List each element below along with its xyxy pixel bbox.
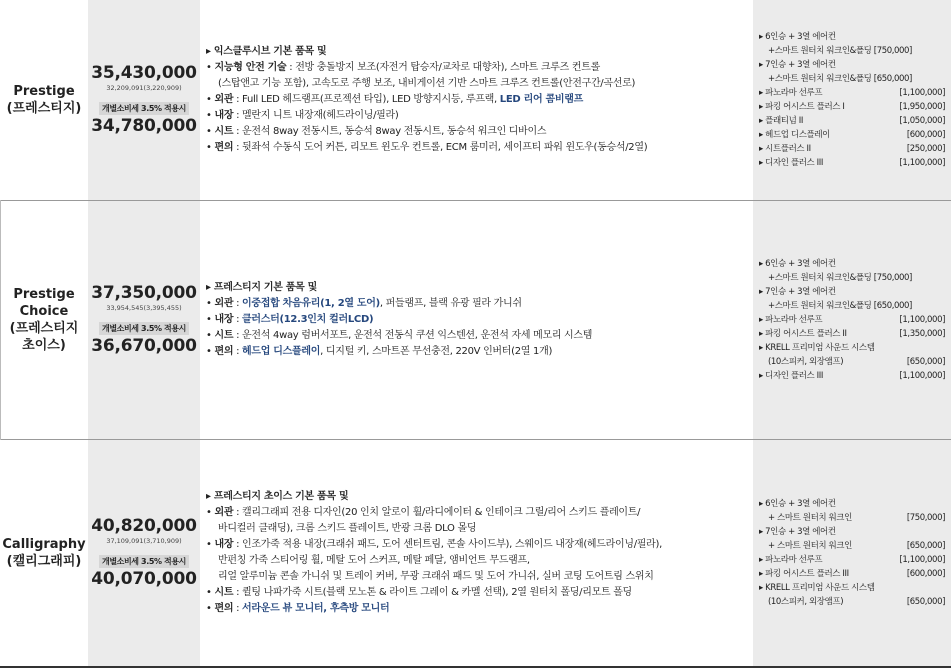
spec-cell — [200, 201, 753, 439]
spec-cell — [200, 440, 753, 666]
option-item — [759, 525, 951, 539]
option-item — [759, 44, 951, 58]
spec-text: 바디컬러 클래딩), 크롬 스키드 플레이트, 반광 크롬 DLO 몰딩 — [218, 523, 477, 534]
option-label: +스마트 원터치 워크인&폴딩 [650,000] — [768, 301, 912, 311]
option-item — [759, 156, 951, 170]
option-price: [600,000] — [906, 569, 945, 579]
spec-item — [206, 92, 753, 108]
option-item — [759, 539, 951, 553]
spec-item — [206, 296, 753, 312]
spec-text: 편의 — [214, 346, 234, 357]
base-price: 40,820,000 — [91, 516, 197, 536]
trim-name-line: (프레스티지) — [6, 101, 82, 116]
spec-text: • — [206, 330, 215, 341]
option-label: +스마트 원터치 워크인&폴딩 [650,000] — [768, 74, 912, 84]
option-item — [759, 581, 951, 595]
option-item — [759, 142, 951, 156]
option-item — [759, 595, 951, 609]
option-item — [759, 285, 951, 299]
options-cell — [753, 201, 951, 439]
option-price: [1,100,000] — [899, 88, 945, 98]
spec-text: • — [206, 314, 215, 325]
option-price: [250,000] — [906, 144, 945, 154]
option-price: [650,000] — [906, 357, 945, 367]
spec-text: 지능형 안전 기술 — [214, 62, 287, 73]
spec-item — [206, 569, 753, 585]
price-cell — [88, 201, 200, 439]
option-label: ▸ 시트플러스 II — [759, 144, 811, 154]
trim-row-prestige-choice — [0, 201, 951, 439]
highlight-text: 서라운드 뷰 모니터, 후측방 모니터 — [242, 603, 390, 614]
trim-name-cell — [0, 0, 88, 200]
option-label: (10스피커, 외장앰프) — [768, 357, 844, 367]
option-label: ▸ 파킹 어시스트 플러스 II — [759, 329, 847, 339]
spec-heading — [206, 44, 753, 60]
price-cell — [88, 440, 200, 666]
spec-text: • — [206, 94, 215, 105]
price-breakdown: 33,954,545(3,395,455) — [106, 304, 182, 312]
spec-text: 외관 — [214, 94, 234, 105]
spec-text: 내장 — [214, 539, 234, 550]
spec-text: ▸ 프레스티지 초이스 기본 품목 및 — [206, 491, 349, 502]
spec-text: : 멜란지 니트 내장재(헤드라이닝/필라) — [233, 110, 399, 121]
option-item — [759, 257, 951, 271]
option-label: +스마트 원터치 워크인&폴딩 [750,000] — [768, 273, 912, 283]
option-label: ▸ 7인승 + 3열 에어컨 — [759, 60, 836, 70]
spec-text: • — [206, 587, 215, 598]
spec-item — [206, 344, 753, 360]
spec-text: • — [206, 346, 215, 357]
option-label: ▸ 7인승 + 3열 에어컨 — [759, 527, 836, 537]
option-item — [759, 355, 951, 369]
spec-item — [206, 76, 753, 92]
spec-text: : 뒷좌석 수동식 도어 커튼, 리모트 윈도우 컨트롤, ECM 룸미러, 세이프티 파워 윈도우(동승석/2열) — [233, 142, 648, 153]
tax-label: 개별소비세 3.5% 적용시 — [99, 102, 189, 115]
option-label: ▸ 파킹 어시스트 플러스 I — [759, 102, 845, 112]
spec-text: : — [233, 603, 243, 614]
spec-text: • — [206, 110, 215, 121]
spec-text: 시트 — [214, 330, 234, 341]
option-item — [759, 271, 951, 285]
option-price: [650,000] — [906, 597, 945, 607]
trim-name-line: Prestige — [13, 287, 75, 302]
option-label: ▸ 디자인 플러스 III — [759, 371, 823, 381]
trim-name — [7, 83, 82, 117]
spec-text: 외관 — [214, 507, 234, 518]
trim-name-line: Prestige — [13, 84, 75, 99]
option-price: [1,100,000] — [899, 315, 945, 325]
trim-name — [10, 286, 79, 354]
spec-text: : 운전석 8way 전동시트, 동승석 8way 전동시트, 동승석 워크인 디바이스 — [233, 126, 547, 137]
table-left-border — [0, 200, 1, 440]
trim-row-calligraphy — [0, 440, 951, 666]
spec-item — [206, 585, 753, 601]
spec-text: 시트 — [214, 126, 234, 137]
spec-text: ▸ 프레스티지 기본 품목 및 — [206, 282, 318, 293]
spec-text: , 퍼들램프, 블랙 유광 필라 가니쉬 — [379, 298, 522, 309]
spec-text: • — [206, 507, 215, 518]
option-label: ▸ 6인승 + 3열 에어컨 — [759, 32, 836, 42]
spec-item — [206, 521, 753, 537]
trim-name-line: Choice — [19, 304, 69, 319]
highlight-text: LED 리어 콤비램프 — [499, 94, 583, 105]
spec-text: • — [206, 539, 215, 550]
option-item — [759, 114, 951, 128]
trim-name — [2, 536, 85, 570]
spec-text: : 퀼팅 나파가죽 시트(블랙 모노톤 & 라이트 그레이 & 카멜 선택), 2열 원터치 폴딩/리모트 폴딩 — [233, 587, 632, 598]
spec-text: 시트 — [214, 587, 234, 598]
option-label: ▸ 디자인 플러스 III — [759, 158, 823, 168]
spec-text: : Full LED 헤드램프(프로젝션 타입), LED 방향지시등, 루프랙, — [233, 94, 500, 105]
spec-item — [206, 124, 753, 140]
option-item — [759, 553, 951, 567]
highlight-text: 헤드업 디스플레이 — [242, 346, 321, 357]
spec-text: : 인조가죽 적용 내장(크래쉬 패드, 도어 센터트림, 콘솔 사이드부), 스웨이드 내장재(헤드라이닝/필라), — [233, 539, 662, 550]
option-item — [759, 72, 951, 86]
spec-text: ▸ 익스클루시브 기본 품목 및 — [206, 46, 327, 57]
option-item — [759, 497, 951, 511]
option-label: ▸ 7인승 + 3열 에어컨 — [759, 287, 836, 297]
spec-text: , 디지털 키, 스마트폰 무선충전, 220V 인버터(2열 1개) — [320, 346, 553, 357]
spec-item — [206, 108, 753, 124]
base-price: 35,430,000 — [91, 63, 197, 83]
discounted-price: 36,670,000 — [91, 336, 197, 356]
price-breakdown: 37,109,091(3,710,909) — [106, 537, 182, 545]
spec-item — [206, 537, 753, 553]
spec-text: 편의 — [214, 142, 234, 153]
spec-text: (스탑앤고 기능 포함), 고속도로 주행 보조, 내비게이션 기반 스마트 크루즈 컨트롤(안전구간/곡선로) — [218, 78, 636, 89]
tax-label: 개별소비세 3.5% 적용시 — [99, 322, 189, 335]
spec-text: 편의 — [214, 603, 234, 614]
price-cell — [88, 0, 200, 200]
option-item — [759, 341, 951, 355]
option-price: [1,100,000] — [899, 555, 945, 565]
option-label: ▸ 6인승 + 3열 에어컨 — [759, 499, 836, 509]
spec-item — [206, 328, 753, 344]
discounted-price: 40,070,000 — [91, 569, 197, 589]
spec-text: : — [233, 314, 243, 325]
option-price: [1,950,000] — [899, 102, 945, 112]
spec-text: 리얼 알루미늄 콘솔 가니쉬 및 트레이 커버, 무광 크래쉬 패드 및 도어 가니쉬, 실버 코팅 도어트림 스위치 — [218, 571, 654, 582]
option-label: ▸ 파노라마 선루프 — [759, 315, 823, 325]
trim-name-line: (캘리그래피) — [6, 554, 82, 569]
option-item — [759, 567, 951, 581]
spec-text: : 캘리그래피 전용 디자인(20 인치 알로이 휠/라디에이터 & 인테이크 그릴/리어 스키드 플레이트/ — [233, 507, 641, 518]
option-label: ▸ 파노라마 선루프 — [759, 555, 823, 565]
option-item — [759, 100, 951, 114]
option-label: ▸ 플래티넘 II — [759, 116, 803, 126]
tax-label: 개별소비세 3.5% 적용시 — [99, 555, 189, 568]
spec-text: • — [206, 298, 215, 309]
spec-text: 내장 — [214, 110, 234, 121]
option-label: + 스마트 원터치 워크인 — [768, 513, 852, 523]
option-price: [1,350,000] — [899, 329, 945, 339]
spec-text: : 전방 충돌방지 보조(자전거 탑승자/교차로 대향차), 스마트 크루즈 컨트롤 — [286, 62, 600, 73]
trim-name-cell — [0, 201, 88, 439]
option-label: ▸ KRELL 프리미엄 사운드 시스템 — [759, 583, 875, 593]
spec-text: 내장 — [214, 314, 234, 325]
option-item — [759, 369, 951, 383]
option-item — [759, 511, 951, 525]
spec-item — [206, 553, 753, 569]
option-price: [600,000] — [906, 130, 945, 140]
spec-item — [206, 601, 753, 617]
option-price: [1,100,000] — [899, 158, 945, 168]
trim-name-line: 초이스) — [22, 338, 66, 353]
spec-cell — [200, 0, 753, 200]
trim-row-prestige — [0, 0, 951, 200]
highlight-text: 클러스터(12.3인치 컬러LCD) — [242, 314, 374, 325]
option-price: [1,100,000] — [899, 371, 945, 381]
option-label: (10스피커, 외장앰프) — [768, 597, 844, 607]
spec-heading — [206, 489, 753, 505]
base-price: 37,350,000 — [91, 283, 197, 303]
spec-text: • — [206, 142, 215, 153]
spec-item — [206, 60, 753, 76]
options-cell — [753, 0, 951, 200]
option-item — [759, 86, 951, 100]
option-label: ▸ 파킹 어시스트 플러스 III — [759, 569, 849, 579]
spec-text: 반펀칭 가죽 스티어링 휠, 메탈 도어 스커프, 메탈 페달, 앰비언트 무드램프, — [218, 555, 530, 566]
option-price: [650,000] — [906, 541, 945, 551]
option-label: ▸ KRELL 프리미엄 사운드 시스템 — [759, 343, 875, 353]
spec-heading — [206, 280, 753, 296]
option-label: + 스마트 원터치 워크인 — [768, 541, 852, 551]
option-label: ▸ 헤드업 디스플레이 — [759, 130, 830, 140]
options-cell — [753, 440, 951, 666]
option-label: ▸ 파노라마 선루프 — [759, 88, 823, 98]
price-breakdown: 32,209,091(3,220,909) — [106, 84, 182, 92]
spec-text: : 운전석 4way 럼버서포트, 운전석 전동식 쿠션 익스텐션, 운전석 자세 메모리 시스템 — [233, 330, 593, 341]
option-item — [759, 58, 951, 72]
trim-name-line: (프레스티지 — [9, 321, 79, 336]
option-label: +스마트 원터치 워크인&폴딩 [750,000] — [768, 46, 912, 56]
option-label: ▸ 6인승 + 3열 에어컨 — [759, 259, 836, 269]
spec-text: • — [206, 62, 215, 73]
option-item — [759, 313, 951, 327]
spec-text: : — [233, 298, 243, 309]
option-item — [759, 128, 951, 142]
spec-text: • — [206, 126, 215, 137]
highlight-text: 이중접합 차음유리(1, 2열 도어) — [242, 298, 380, 309]
trim-name-cell — [0, 440, 88, 666]
spec-text: 외관 — [214, 298, 234, 309]
option-item — [759, 299, 951, 313]
option-item — [759, 327, 951, 341]
spec-item — [206, 140, 753, 156]
option-price: [750,000] — [906, 513, 945, 523]
spec-item — [206, 312, 753, 328]
trim-name-line: Calligraphy — [2, 537, 86, 552]
spec-text: • — [206, 603, 215, 614]
discounted-price: 34,780,000 — [91, 116, 197, 136]
spec-text: : — [233, 346, 243, 357]
option-item — [759, 30, 951, 44]
spec-item — [206, 505, 753, 521]
option-price: [1,050,000] — [899, 116, 945, 126]
